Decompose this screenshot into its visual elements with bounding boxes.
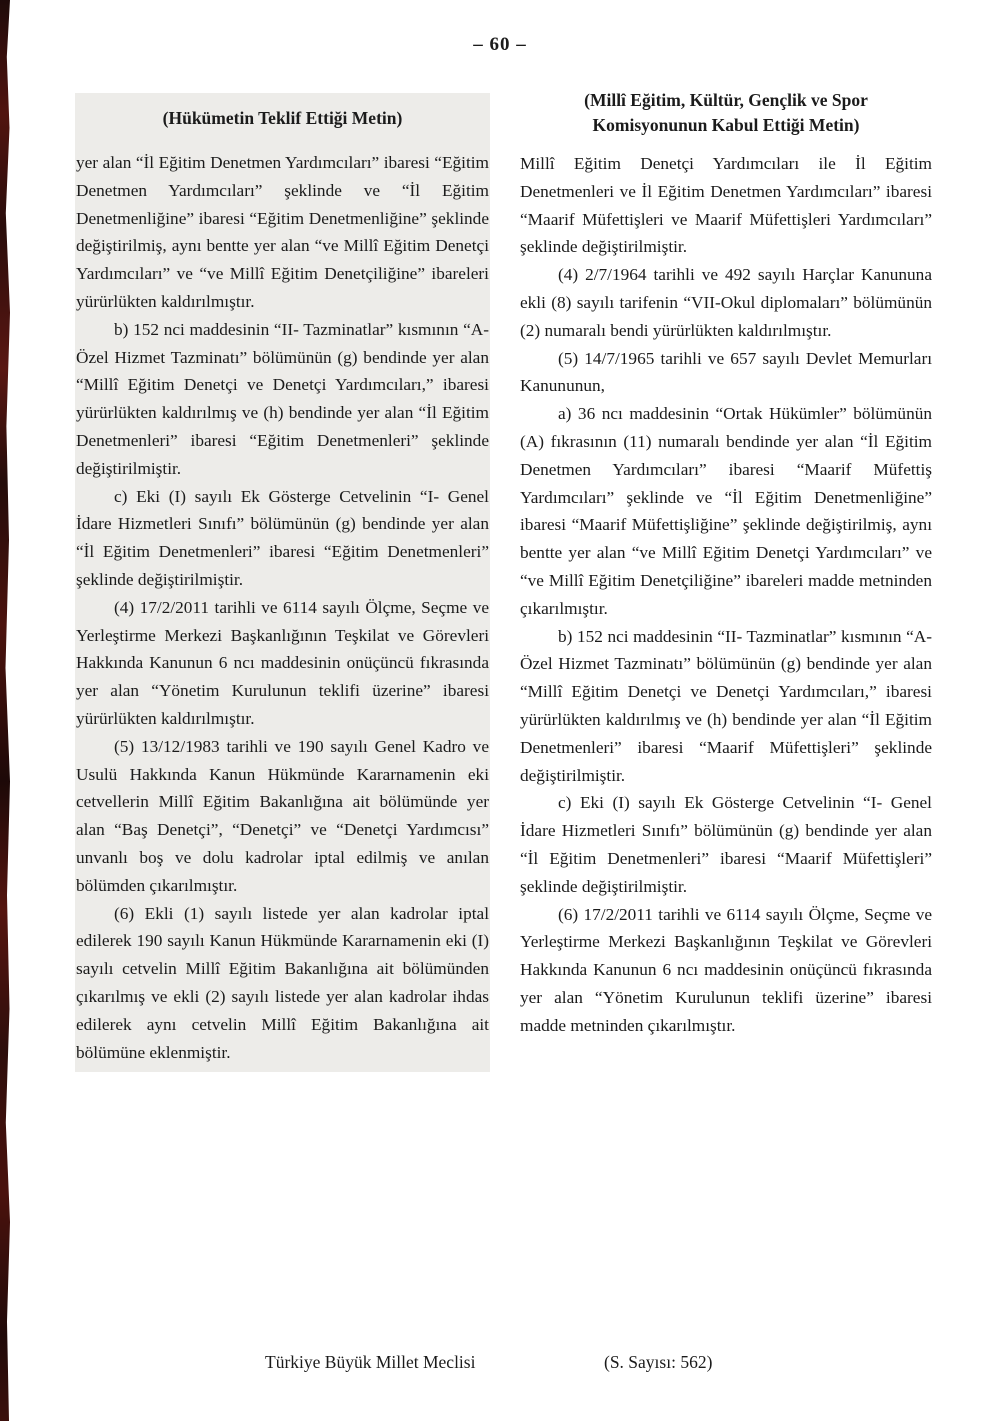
commission-header-line1: (Millî Eğitim, Kültür, Gençlik ve Spor	[584, 90, 868, 110]
commission-column-header	[520, 88, 932, 138]
paragraph: b) 152 nci maddesinin “II- Tazminatlar” kısmının “A- Özel Hizmet Tazminatı” bölümünün (g) bendinde yer alan “Millî Eğitim Denetçi ve Denetçi Yardımcıları,” ibaresi yürürlükten kaldırılmış ve (h) bendinde yer alan “İl Eğitim Denetmenleri” ibaresi “Maarif Müfettişleri” şeklinde değiştirilmiştir.	[520, 626, 932, 785]
page-number: – 60 –	[473, 34, 527, 55]
paragraph: c) Eki (I) sayılı Ek Gösterge Cetvelinin “I- Genel İdare Hizmetleri Sınıfı” bölümünün (g) bendinde yer alan “İl Eğitim Denetmenleri” ibaresi “Eğitim Denetmenleri” şeklinde değiştirilmiştir.	[76, 486, 489, 589]
paragraph: yer alan “İl Eğitim Denetmen Yardımcıları” ibaresi “Eğitim Denetmen Yardımcıları” şeklinde ve “İl Eğitim Denetmenliğine” ibaresi “Eğitim Denetmenliğine” şeklinde değiştirilmiş, aynı bentte yer alan “ve Millî Eğitim Denetçi Yardımcıları” ve “ve Millî Eğitim Denetçiliğine” ibareleri yürürlükten kaldırılmıştır.	[76, 153, 489, 311]
paragraph: (5) 14/7/1965 tarihli ve 657 sayılı Devlet Memurları Kanununun,	[520, 348, 932, 396]
commission-text-column	[520, 88, 932, 1040]
paragraph: (6) Ekli (1) sayılı listede yer alan kadrolar iptal edilerek 190 sayılı Kanun Hükmünde Kararnamenin eki (I) sayılı cetvelin Millî Eğitim Bakanlığına ait bölümünden çıkarılmış ve ekli (2) sayılı listede yer alan kadrolar ihdas edilerek aynı cetvelin Millî Eğitim Bakanlığına ait bölümüne eklenmiştir.	[76, 903, 489, 1062]
page-footer	[0, 1352, 1000, 1380]
paragraph: a) 36 ncı maddesinin “Ortak Hükümler” bölümünün (A) fıkrasının (11) numaralı bendinde yer alan “İl Eğitim Denetmen Yardımcıları” ibaresi “Maarif Müfettiş Yardımcıları” şeklinde ve “İl Eğitim Denetmenliğine” ibaresi “Maarif Müfettişliğine” şeklinde değiştirilmiş, aynı bentte yer alan “ve Millî Eğitim Denetçi Yardımcıları” ve “ve Millî Eğitim Denetçiliğine” ibareleri madde metninden çıkarılmıştır.	[520, 404, 932, 618]
paragraph: c) Eki (I) sayılı Ek Gösterge Cetvelinin “I- Genel İdare Hizmetleri Sınıfı” bölümünün (g) bendinde yer alan “İl Eğitim Denetmenleri” ibaresi “Maarif Müfettişleri” şeklinde değiştirilmiştir.	[520, 793, 932, 896]
commission-header-line2: Komisyonunun Kabul Ettiği Metin)	[592, 115, 860, 135]
paragraph: (5) 13/12/1983 tarihli ve 190 sayılı Genel Kadro ve Usulü Hakkında Kanun Hükmünde Kararnamenin eki cetvellerin Millî Eğitim Bakanlığına ait bölümünde yer alan “Baş Denetçi”, “Denetçi” ve “Denetçi Yardımcısı” unvanlı boş ve dolu kadrolar iptal edilmiş ve anılan bölümden çıkarılmıştır.	[76, 736, 489, 895]
paragraph: Millî Eğitim Denetçi Yardımcıları ile İl Eğitim Denetmenleri ve İl Eğitim Denetmen Yardımcıları” ibaresi “Maarif Müfettişleri ve Maarif Müfettişleri Yardımcıları” şeklinde değiştirilmiştir.	[520, 154, 932, 257]
paragraph: b) 152 nci maddesinin “II- Tazminatlar” kısmının “A- Özel Hizmet Tazminatı” bölümünün (g) bendinde yer alan “Millî Eğitim Denetçi ve Denetçi Yardımcıları,” ibaresi yürürlükten kaldırılmış ve (h) bendinde yer alan “İl Eğitim Denetmenleri” ibaresi “Eğitim Denetmenleri” şeklinde değiştirilmiştir.	[76, 319, 489, 478]
paragraph: (4) 2/7/1964 tarihli ve 492 sayılı Harçlar Kanununa ekli (8) sayılı tarifenin “VII-Okul diplomaları” bölümünün (2) numaralı bendi yürürlükten kaldırılmıştır.	[520, 265, 932, 340]
commission-column-body	[520, 150, 932, 1040]
government-column-header: (Hükümetin Teklif Ettiği Metin)	[162, 107, 403, 128]
government-column-body	[75, 143, 490, 1066]
paragraph: (4) 17/2/2011 tarihli ve 6114 sayılı Ölçme, Seçme ve Yerleştirme Merkezi Başkanlığının Teşkilat ve Görevleri Hakkında Kanunun 6 ncı maddesinin onüçüncü fıkrasında yer alan “Yönetim Kurulunun teklifi üzerine” ibaresi yürürlükten kaldırılmıştır.	[76, 597, 489, 728]
government-text-column	[75, 93, 490, 1072]
paragraph: (6) 17/2/2011 tarihli ve 6114 sayılı Ölçme, Seçme ve Yerleştirme Merkezi Başkanlığının Teşkilat ve Görevleri Hakkında Kanunun 6 ncı maddesinin onüçüncü fıkrasında yer alan “Yönetim Kurulunun teklifi üzerine” ibaresi madde metninden çıkarılmıştır.	[520, 904, 932, 1035]
scan-edge-strip	[0, 0, 10, 1421]
footer-institution: Türkiye Büyük Millet Meclisi	[265, 1352, 476, 1372]
footer-document-number: (S. Sayısı: 562)	[604, 1352, 713, 1372]
